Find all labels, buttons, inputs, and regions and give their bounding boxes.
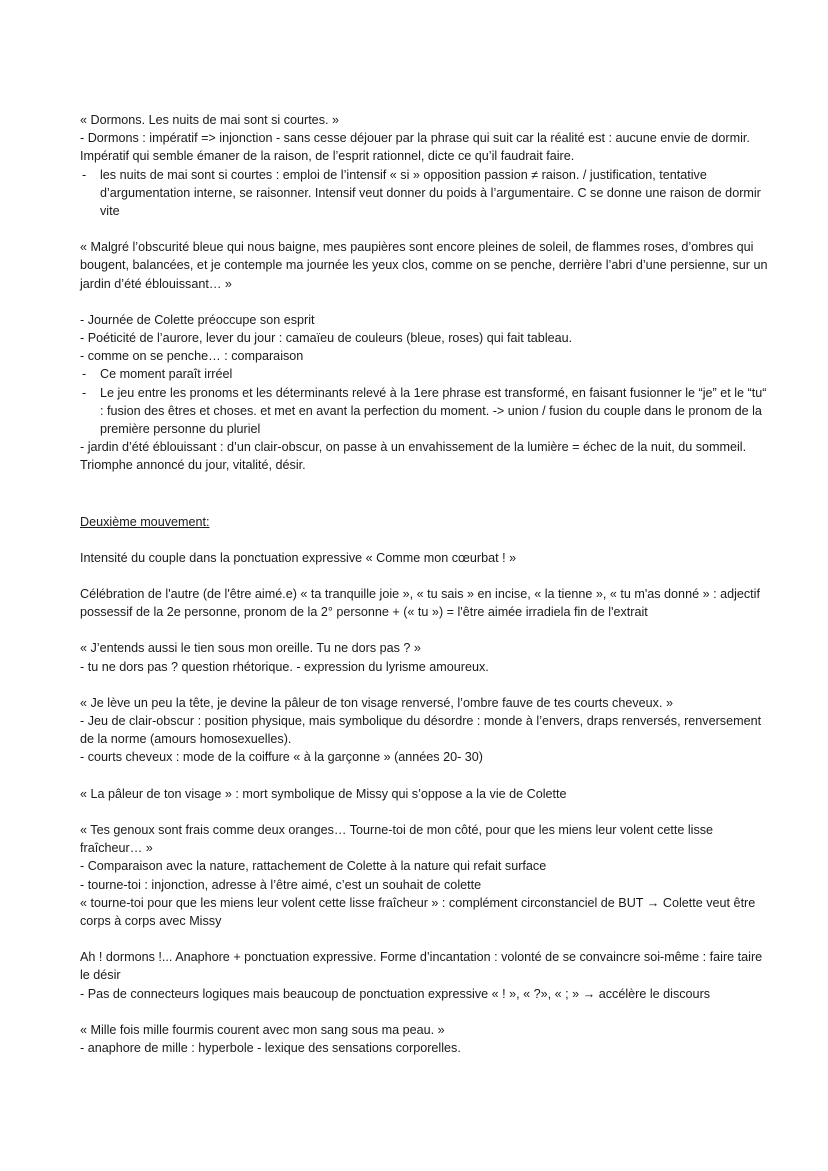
analysis-line: - courts cheveux : mode de la coiffure « à la garçonne » (années 20- 30): [80, 750, 484, 765]
paragraph: [80, 639, 768, 675]
paragraph-text: Célébration de l'autre (de l'être aimé.e) « ta tranquille joie », « tu sais » en incise, « la tienne », « tu m'as donné » : adjectif possessif de la 2e personne, pronom de la 2° personne + (« tu ») = l'être aimée irradiela fin de l'extrait: [80, 587, 760, 620]
bullet-item: [80, 365, 768, 383]
paragraph: [80, 585, 768, 621]
quote-text: « J’entends aussi le tien sous mon oreille. Tu ne dors pas ? »: [80, 641, 421, 656]
dash-bullet-icon: -: [82, 385, 87, 400]
bullet-item: [80, 384, 768, 439]
bullet-text: Ce moment paraît irréel: [100, 367, 233, 382]
analysis-line: Ah ! dormons !... Anaphore + ponctuation expressive. Forme d’incantation : volonté de se convaincre soi-même : faire taire le désir: [80, 950, 763, 983]
analysis-line: - tourne-toi : injonction, adresse à l’être aimé, c’est un souhait de colette: [80, 877, 482, 892]
paragraph: [80, 948, 768, 1003]
analysis-line: - Jeu de clair-obscur : position physique, mais symbolique du désordre : monde à l’envers, draps renversés, renversement de la norme (amours homosexuelles).: [80, 714, 762, 747]
analysis-line: - jardin d’été éblouissant : d’un clair-obscur, on passe à un envahissement de la lumière = échec de la nuit, du sommeil. Triomphe annoncé du jour, vitalité, désir.: [80, 440, 747, 473]
paragraph: [80, 549, 768, 567]
paragraph: [80, 694, 768, 767]
bullet-text: Le jeu entre les pronoms et les déterminants relevé à la 1ere phrase est transformé, en faisant fusionner le “je” et le “tu“ : fusion des êtres et choses. et met en avant la perfection du moment. -> union / fusion du couple dans le pronom de la première personne du pluriel: [100, 385, 767, 437]
quote-dormons: « Dormons. Les nuits de mai sont si courtes. »: [80, 113, 339, 127]
dash-bullet-icon: -: [82, 167, 87, 182]
dash-bullet-icon: -: [82, 367, 87, 382]
analysis-line: - anaphore de mille : hyperbole - lexique des sensations corporelles.: [80, 1040, 461, 1055]
analysis-line: - Comparaison avec la nature, rattachement de Colette à la nature qui refait surface: [80, 859, 547, 874]
bullet-item: [80, 166, 768, 221]
analysis-line: - tu ne dors pas ? question rhétorique. - expression du lyrisme amoureux.: [80, 659, 489, 674]
quote-text: « Je lève un peu la tête, je devine la pâleur de ton visage renversé, l’ombre fauve de tes courts cheveux. »: [80, 695, 673, 710]
paragraph-text: « La pâleur de ton visage » : mort symbolique de Missy qui s’oppose a la vie de Colette: [80, 786, 567, 801]
section-analysis-1: [80, 311, 768, 475]
quote-text: « Tes genoux sont frais comme deux oranges… Tourne-toi de mon côté, pour que les miens leur volent cette lisse fraîcheur… »: [80, 822, 714, 856]
paragraph: [80, 1021, 768, 1057]
section-intro: [80, 111, 768, 220]
analysis-line: - Poéticité de l’aurore, lever du jour : camaïeu de couleurs (bleue, roses) qui fait tableau.: [80, 331, 573, 346]
analysis-line: - Pas de connecteurs logiques mais beaucoup de ponctuation expressive « ! », « ?», « ; » → accélère le discours: [80, 986, 711, 1001]
analysis-line: « tourne-toi pour que les miens leur volent cette lisse fraîcheur » : complément circonstanciel de BUT → Colette veut être corps à corps avec Missy: [80, 895, 756, 928]
quote-text: « Mille fois mille fourmis courent avec mon sang sous ma peau. »: [80, 1022, 445, 1037]
analysis-line: - comme on se penche… : comparaison: [80, 349, 304, 364]
bullet-text: les nuits de mai sont si courtes : emploi de l’intensif « si » opposition passion ≠ raison. / justification, tentative d’argumentation interne, se raisonner. Intensif veut donner du poids à l’argumentaire. C se donne une raison de dormir vite: [100, 167, 761, 219]
section-quote-obscurite: [80, 238, 768, 293]
paragraph-text: Intensité du couple dans la ponctuation expressive « Comme mon cœurbat ! »: [80, 550, 517, 565]
analysis-line: - Dormons : impératif => injonction - sans cesse déjouer par la phrase qui suit car la réalité est : aucune envie de dormir. Impératif qui semble émaner de la raison, de l’esprit rationnel, dicte ce qu’il faudrait faire.: [80, 131, 750, 164]
section-heading: Deuxième mouvement:: [80, 514, 210, 529]
paragraph: [80, 785, 768, 803]
quote-obscurite: « Malgré l’obscurité bleue qui nous baigne, mes paupières sont encore pleines de soleil, de flammes roses, d’ombres qui bougent, balancées, et je contemple ma journée les yeux clos, comme on se penche, derrière l’abri d’une persienne, sur un jardin d’été éblouissant… »: [80, 240, 768, 291]
analysis-line: - Journée de Colette préoccupe son esprit: [80, 312, 315, 327]
paragraph: [80, 821, 768, 930]
